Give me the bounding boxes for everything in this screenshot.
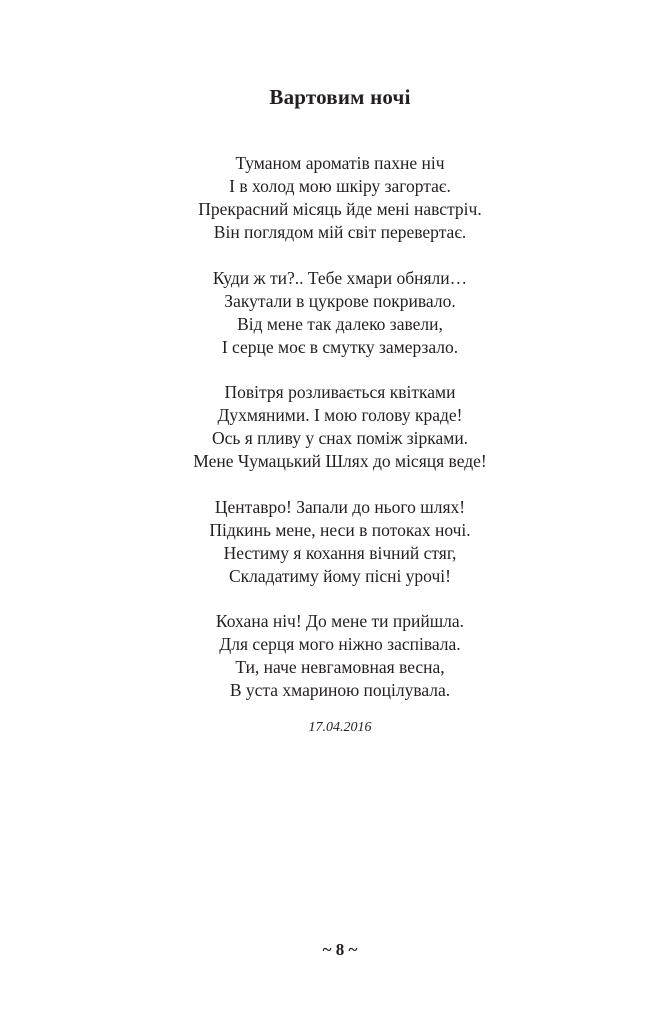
poem-line: Нестиму я кохання вічний стяг, [223, 542, 457, 563]
poem-line: Повітря розливається квітками [224, 382, 456, 402]
poem-line: Ось я пливу у снах поміж зірками. [211, 428, 469, 448]
poem-line: Ти, наче невгамовная весна, [235, 657, 445, 677]
page-number: ~ 8 ~ [322, 940, 358, 959]
poem-title: Вартовим ночі [269, 85, 411, 109]
poem-line: І серце моє в смутку замерзало. [221, 336, 459, 357]
poem-line: Він поглядом мій світ перевертає. [213, 222, 467, 242]
poem-line: І в холод мою шкіру загортає. [229, 176, 451, 196]
poem-line: Закутали в цукрове покривало. [224, 290, 456, 311]
poem-line: Складатиму йому пісні урочі! [229, 565, 451, 586]
poem-line: Мене Чумацький Шлях до місяця веде! [193, 451, 487, 471]
poem-line: Кохана ніч! До мене ти прийшла. [215, 611, 465, 631]
stanza-1 [0, 152, 658, 244]
poem-date: 17.04.2016 [308, 720, 372, 735]
poem-line: В уста хмариною поцілувала. [229, 680, 451, 700]
stanza-4 [0, 496, 658, 588]
poem-line: Туманом ароматів пахне ніч [235, 153, 445, 173]
poem-line: Підкинь мене, неси в потоках ночі. [209, 519, 471, 540]
poem-line: Від мене так далеко завели, [237, 313, 443, 334]
stanza-5 [0, 610, 658, 702]
stanza-2 [0, 267, 658, 359]
poem-line: Центавро! Запали до нього шлях! [214, 496, 466, 517]
poem-line: Куди ж ти?.. Тебе хмари обняли… [212, 267, 468, 288]
poem-line: Духмяними. І мою голову краде! [217, 405, 463, 425]
poem-body [0, 152, 658, 725]
stanza-3 [0, 381, 658, 473]
poem-line: Прекрасний місяць йде мені навстріч. [198, 199, 482, 219]
poem-line: Для серця мого ніжно заспівала. [219, 634, 461, 654]
